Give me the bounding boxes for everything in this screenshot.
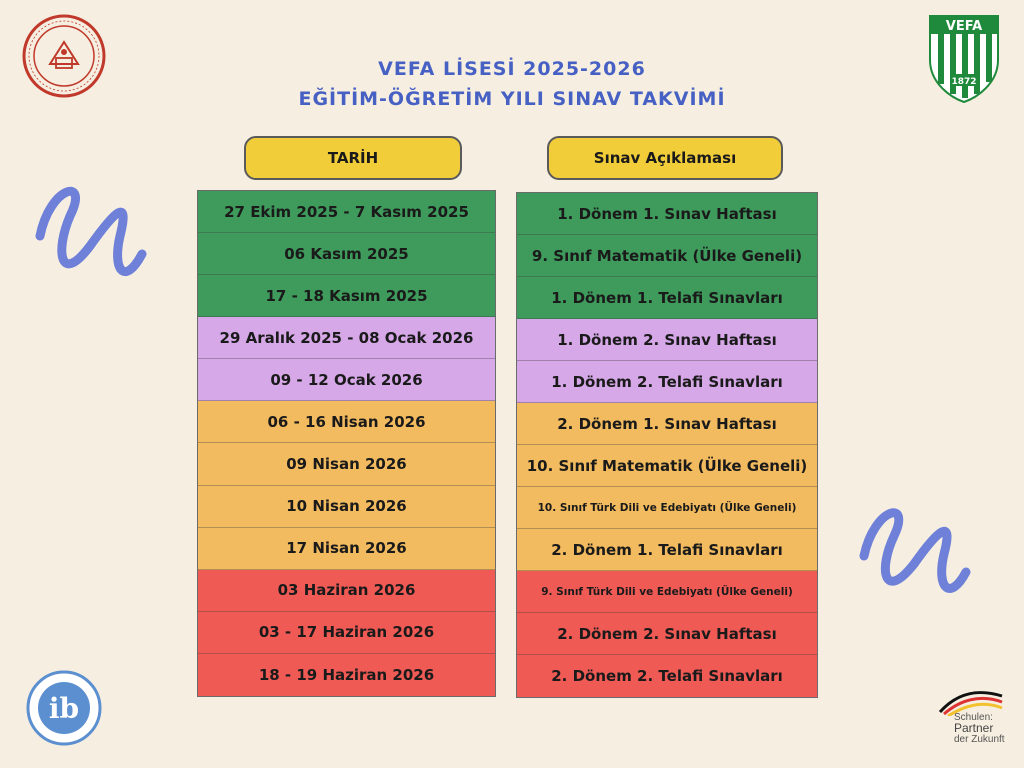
date-row: 27 Ekim 2025 - 7 Kasım 2025 (198, 191, 495, 233)
description-row: 9. Sınıf Türk Dili ve Edebiyatı (Ülke Geneli) (517, 571, 817, 613)
date-row: 06 Kasım 2025 (198, 233, 495, 275)
schulen-line3: der Zukunft (954, 734, 1005, 745)
schulen-line1: Schulen: (954, 712, 993, 723)
date-row: 03 Haziran 2026 (198, 570, 495, 612)
description-row: 1. Dönem 1. Telafi Sınavları (517, 277, 817, 319)
description-row: 9. Sınıf Matematik (Ülke Geneli) (517, 235, 817, 277)
date-row: 17 Nisan 2026 (198, 528, 495, 570)
date-row: 17 - 18 Kasım 2025 (198, 275, 495, 317)
date-row: 10 Nisan 2026 (198, 486, 495, 528)
page-title-line2: EĞİTİM-ÖĞRETİM YILI SINAV TAKVİMİ (298, 88, 726, 110)
vefa-shield-icon (926, 12, 1002, 104)
description-column-header: Sınav Açıklaması (547, 136, 783, 180)
ib-logo-text: ib (48, 692, 80, 725)
date-column (197, 190, 496, 697)
description-row: 1. Dönem 2. Sınav Haftası (517, 319, 817, 361)
ib-world-school-icon (24, 668, 104, 748)
description-row: 2. Dönem 1. Telafi Sınavları (517, 529, 817, 571)
date-row: 06 - 16 Nisan 2026 (198, 401, 495, 443)
meb-seal-icon (22, 14, 106, 98)
date-row: 09 - 12 Ocak 2026 (198, 359, 495, 401)
description-row: 1. Dönem 1. Sınav Haftası (517, 193, 817, 235)
date-row: 29 Aralık 2025 - 08 Ocak 2026 (198, 317, 495, 359)
date-row: 18 - 19 Haziran 2026 (198, 654, 495, 696)
description-row: 10. Sınıf Türk Dili ve Edebiyatı (Ülke Geneli) (517, 487, 817, 529)
description-row: 10. Sınıf Matematik (Ülke Geneli) (517, 445, 817, 487)
scribble-right-decoration (856, 496, 974, 608)
date-row: 09 Nisan 2026 (198, 443, 495, 485)
vefa-logo-year: 1872 (951, 77, 977, 87)
description-row: 2. Dönem 2. Sınav Haftası (517, 613, 817, 655)
date-row: 03 - 17 Haziran 2026 (198, 612, 495, 654)
description-row: 2. Dönem 1. Sınav Haftası (517, 403, 817, 445)
schulen-line2: Partner (954, 721, 994, 735)
scribble-left-decoration (30, 176, 150, 292)
page-title-line1: VEFA LİSESİ 2025-2026 (378, 58, 646, 80)
vefa-logo-text: VEFA (945, 19, 983, 34)
description-column (516, 192, 818, 698)
description-row: 2. Dönem 2. Telafi Sınavları (517, 655, 817, 697)
schulen-partner-text (954, 712, 1024, 745)
description-row: 1. Dönem 2. Telafi Sınavları (517, 361, 817, 403)
date-column-header: TARİH (244, 136, 462, 180)
